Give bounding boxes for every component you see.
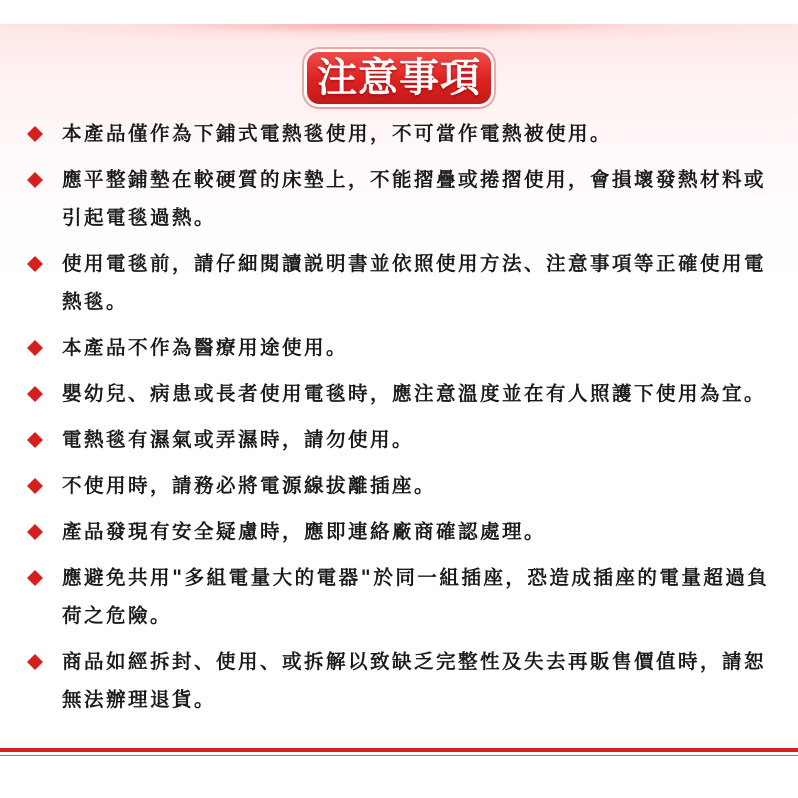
top-glow-divider <box>0 24 798 40</box>
diamond-bullet-icon <box>27 256 43 272</box>
bottom-divider <box>0 748 798 752</box>
diamond-bullet-icon <box>27 524 43 540</box>
notice-item <box>24 421 784 459</box>
notice-item <box>24 115 784 153</box>
notice-item-text: 不使用時，請務必將電源線拔離插座。 <box>62 474 437 497</box>
notice-item <box>24 245 784 321</box>
diamond-bullet-icon <box>27 126 43 142</box>
notice-item-text: 產品發現有安全疑慮時，應即連絡廠商確認處理。 <box>62 520 547 543</box>
notice-title: 注意事項 <box>307 52 491 104</box>
diamond-bullet-icon <box>27 172 43 188</box>
notice-item <box>24 161 784 237</box>
diamond-bullet-icon <box>27 478 43 494</box>
notice-item <box>24 467 784 505</box>
notice-item <box>24 559 784 635</box>
notice-list <box>24 115 784 727</box>
notice-item <box>24 513 784 551</box>
diamond-bullet-icon <box>27 570 43 586</box>
title-container <box>0 52 798 104</box>
notice-item-text: 應避免共用"多組電量大的電器"於同一組插座，恐造成插座的電量超過負荷之危險。 <box>62 566 770 627</box>
notice-item-text: 嬰幼兒、病患或長者使用電毯時，應注意溫度並在有人照護下使用為宜。 <box>62 382 767 405</box>
diamond-bullet-icon <box>27 432 43 448</box>
notice-item-text: 使用電毯前，請仔細閱讀説明書並依照使用方法、注意事項等正確使用電熱毯。 <box>62 252 767 313</box>
notice-item <box>24 329 784 367</box>
bottom-divider-thin <box>0 755 798 756</box>
notice-item-text: 電熱毯有濕氣或弄濕時，請勿使用。 <box>62 428 415 451</box>
notice-item <box>24 375 784 413</box>
diamond-bullet-icon <box>27 654 43 670</box>
notice-item-text: 本產品僅作為下鋪式電熱毯使用，不可當作電熱被使用。 <box>62 122 613 145</box>
notice-item <box>24 643 784 719</box>
notice-item-text: 應平整鋪墊在較硬質的床墊上，不能摺疊或捲摺使用，會損壞發熱材料或引起電毯過熱。 <box>62 168 767 229</box>
notice-item-text: 本產品不作為醫療用途使用。 <box>62 336 349 359</box>
notice-item-text: 商品如經拆封、使用、或拆解以致缺乏完整性及失去再販售價值時，請恕無法辦理退貨。 <box>62 650 767 711</box>
diamond-bullet-icon <box>27 340 43 356</box>
diamond-bullet-icon <box>27 386 43 402</box>
